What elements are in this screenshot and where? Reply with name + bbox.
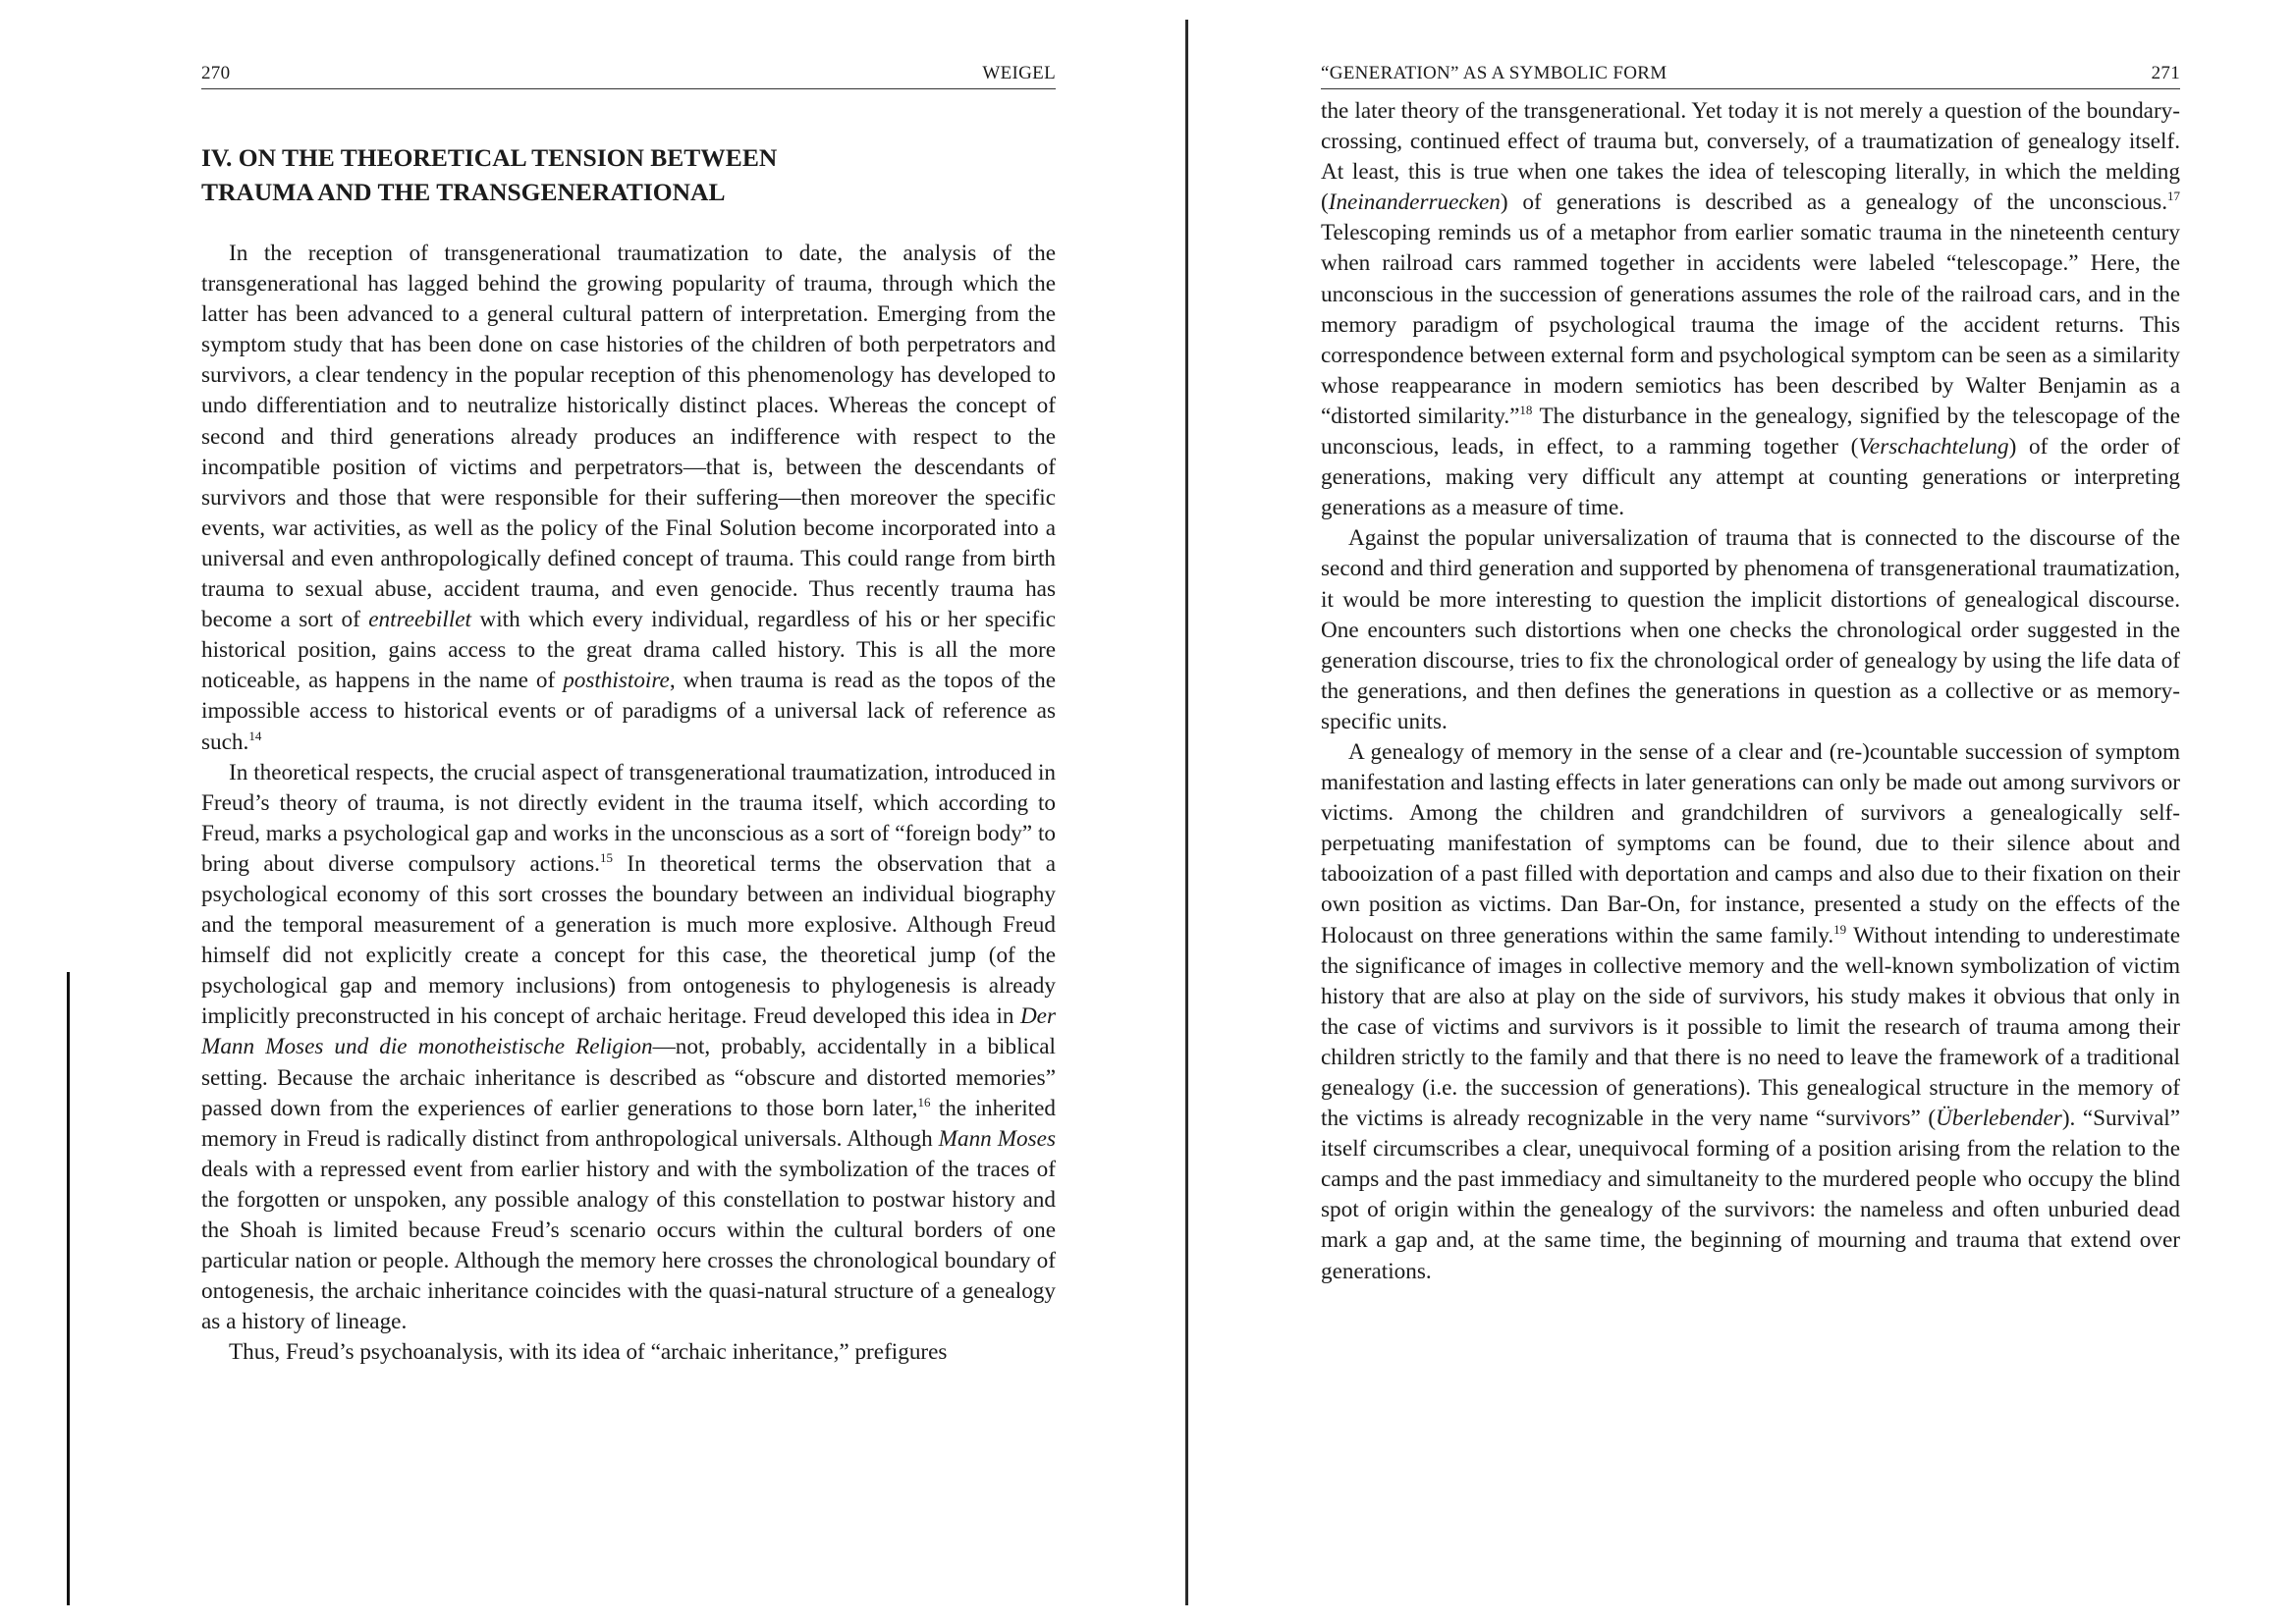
text-run: Telescoping reminds us of a metaphor from earlier somatic trauma in the nineteenth century when railroad cars rammed together in accidents were labeled “telescopage.” Here, the unconscious in the succession of generations assumes the role of the railroad cars, and in the memory paradigm of psychological trauma the image of the accident returns. This correspondence between external form and psychological symptom can be seen as a similarity whose reappearance in modern semiotics has been described by Walter Benjamin as a “distorted similarity.” [1321, 220, 2180, 429]
italic-term: Überlebender [1936, 1106, 2062, 1132]
left-paragraph-1 [201, 239, 1056, 758]
right-paragraph-3 [1321, 737, 2180, 1287]
left-paragraph-2 [201, 758, 1056, 1338]
italic-title: Der Mann Moses und die monotheistische Religion [201, 1003, 1056, 1060]
left-page [201, 61, 1056, 1368]
text-run: the inherited memory in Freud is radically distinct from anthropological universals. Although [201, 1095, 1056, 1152]
text-run: —not, probably, accidentally in a biblical setting. Because the archaic inheritance is described as “obscure and distorted memories” passed down from the experiences of earlier generations to those born later, [201, 1034, 1056, 1121]
text-run: the later theory of the transgenerational. Yet today it is not merely a question of the boundary-crossing, continued effect of trauma but, conversely, of a traumatization of genealogy itself. At least, this is true when one takes the idea of telescoping literally, in which the melding ( [1321, 98, 2180, 216]
left-running-head [201, 61, 1056, 89]
text-run: deals with a repressed event from earlier history and with the symbolization of the traces of the forgotten or unspoken, any possible analogy of this constellation to postwar history and the Shoah is limited because Freud’s scenario occurs within the cultural borders of one particular nation or people. Although the memory here crosses the chronological boundary of ontogenesis, the archaic inheritance coincides with the quasi-natural structure of a genealogy as a history of lineage. [201, 1156, 1056, 1335]
text-run: Without intending to underestimate the significance of images in collective memory and the well-known symbolization of victim history that are also at play on the side of survivors, his study makes it obvious that only in the case of victims and survivors is it possible to limit the research of trauma among their children strictly to the family and that there is no need to leave the framework of a traditional genealogy (i.e. the succession of generations). This genealogical structure in the memory of the victims is already recognizable in the very name “survivors” ( [1321, 922, 2180, 1132]
text-run: In the reception of transgenerational traumatization to date, the analysis of the transgenerational has lagged behind the growing popularity of trauma, through which the latter has been advanced to a general cultural pattern of interpretation. Emerging from the symptom study that has been done on case histories of the children of both perpetrators and survivors, a clear tendency in the popular reception of this phenomenology has developed to undo differentiation and to neutralize historically distinct places. Whereas the concept of second and third generations already produces an indifference with respect to the incompatible position of victims and perpetrators—that is, between the descendants of survivors and those that were responsible for their suffering—then moreover the specific events, war activities, as well as the policy of the Final Solution become incorporated into a universal and even anthropologically defined concept of trauma. This could range from birth trauma to sexual abuse, accident trauma, and even genocide. Thus recently trauma has become a sort of [201, 241, 1056, 633]
right-paragraph-1 [1321, 96, 2180, 523]
italic-term: Ineinanderruecken [1328, 189, 1501, 216]
right-running-title: “GENERATION” AS A SYMBOLIC FORM [1321, 63, 1667, 83]
section-title-line1: IV. ON THE THEORETICAL TENSION BETWEEN [201, 143, 778, 172]
footnote-ref: 18 [1519, 402, 1533, 417]
text-run: with which every individual, regardless of his or her specific historical position, gains access to the great drama called history. This is all the more noticeable, as happens in the name of [201, 607, 1057, 694]
right-page [1321, 61, 2180, 1287]
book-gutter [1185, 20, 1188, 1605]
text-run: ). “Survival” itself circumscribes a clear, unequivocal forming of a position arising from the relation to the camps and the past immediacy and simultaneity to the murdered people who occupy the blind spot of origin within the genealogy of the survivors: the nameless and often unburied dead mark a gap and, at the same time, the beginning of mourning and trauma that extend over generations. [1321, 1106, 2180, 1284]
right-body-text [1321, 96, 2180, 1287]
scan-margin-mark [67, 972, 70, 1605]
footnote-ref: 19 [1833, 921, 1847, 937]
text-run: , when trauma is read as the topos of the impossible access to historical events or of paradigms of a universal lack of reference as such. [201, 668, 1057, 755]
text-run: ) of generations is described as a genealogy of the unconscious. [1500, 189, 2167, 216]
footnote-ref: 17 [2167, 189, 2180, 204]
text-run: In theoretical respects, the crucial aspect of transgenerational traumatization, introduced in Freud’s theory of trauma, is not directly evident in the trauma itself, which according to Freud, marks a psychological gap and works in the unconscious as a sort of “foreign body” to bring about diverse compulsory actions. [201, 759, 1056, 877]
right-running-head [1321, 61, 2180, 89]
right-page-number: 271 [2151, 63, 2180, 83]
footnote-ref: 14 [248, 728, 262, 743]
text-run: A genealogy of memory in the sense of a clear and (re-)countable succession of symptom manifestation and lasting effects in later generations can only be made out among survivors or victims. Among the children and grandchildren of survivors a genealogically self-perpetuating manifestation of symptoms can be found, due to their silence about and tabooization of a past filled with deportation and camps and also due to their fixation on their own position as victims. Dan Bar-On, for instance, presented a study on the effects of the Holocaust on three generations within the same family. [1321, 738, 2180, 948]
left-page-number: 270 [201, 63, 231, 83]
section-title [201, 140, 1056, 209]
left-running-title: WEIGEL [982, 63, 1056, 83]
footnote-ref: 16 [917, 1094, 931, 1109]
right-paragraph-2: Against the popular universalization of trauma that is connected to the discourse of the second and third generation and supported by phenomena of transgenerational traumatization, it would be more interesting to question the implicit distortions of genealogical discourse. One encounters such distortions when one checks the chronological order suggested in the generation discourse, tries to fix the chronological order of genealogy by using the life data of the generations, and then defines the generations in question as a collective or as memory-specific units. [1321, 525, 2180, 734]
italic-term: Verschachtelung [1858, 434, 2009, 460]
text-run: ) of the order of generations, making very difficult any attempt at counting generations or interpreting generations as a measure of time. [1321, 434, 2180, 521]
left-body-text [201, 239, 1056, 1368]
italic-title: Mann Moses [938, 1125, 1056, 1152]
left-paragraph-3: Thus, Freud’s psychoanalysis, with its idea of “archaic inheritance,” prefigures [229, 1339, 948, 1366]
text-run: The disturbance in the genealogy, signified by the telescopage of the unconscious, leads, in effect, to a ramming together ( [1321, 403, 2180, 460]
text-run: In theoretical terms the observation that a psychological economy of this sort crosses the boundary between an individual biography and the temporal measurement of a generation is much more explosive. Although Freud himself did not explicitly create a concept for this case, the theoretical jump (of the psychological gap and memory inclusions) from ontogenesis to phylogenesis is already implicitly preconstructed in his concept of archaic heritage. Freud developed this idea in [201, 850, 1056, 1030]
italic-term: posthistoire [563, 668, 670, 694]
footnote-ref: 15 [599, 849, 613, 865]
section-title-line2: TRAUMA AND THE TRANSGENERATIONAL [201, 178, 726, 206]
italic-term: entreebillet [368, 607, 471, 633]
